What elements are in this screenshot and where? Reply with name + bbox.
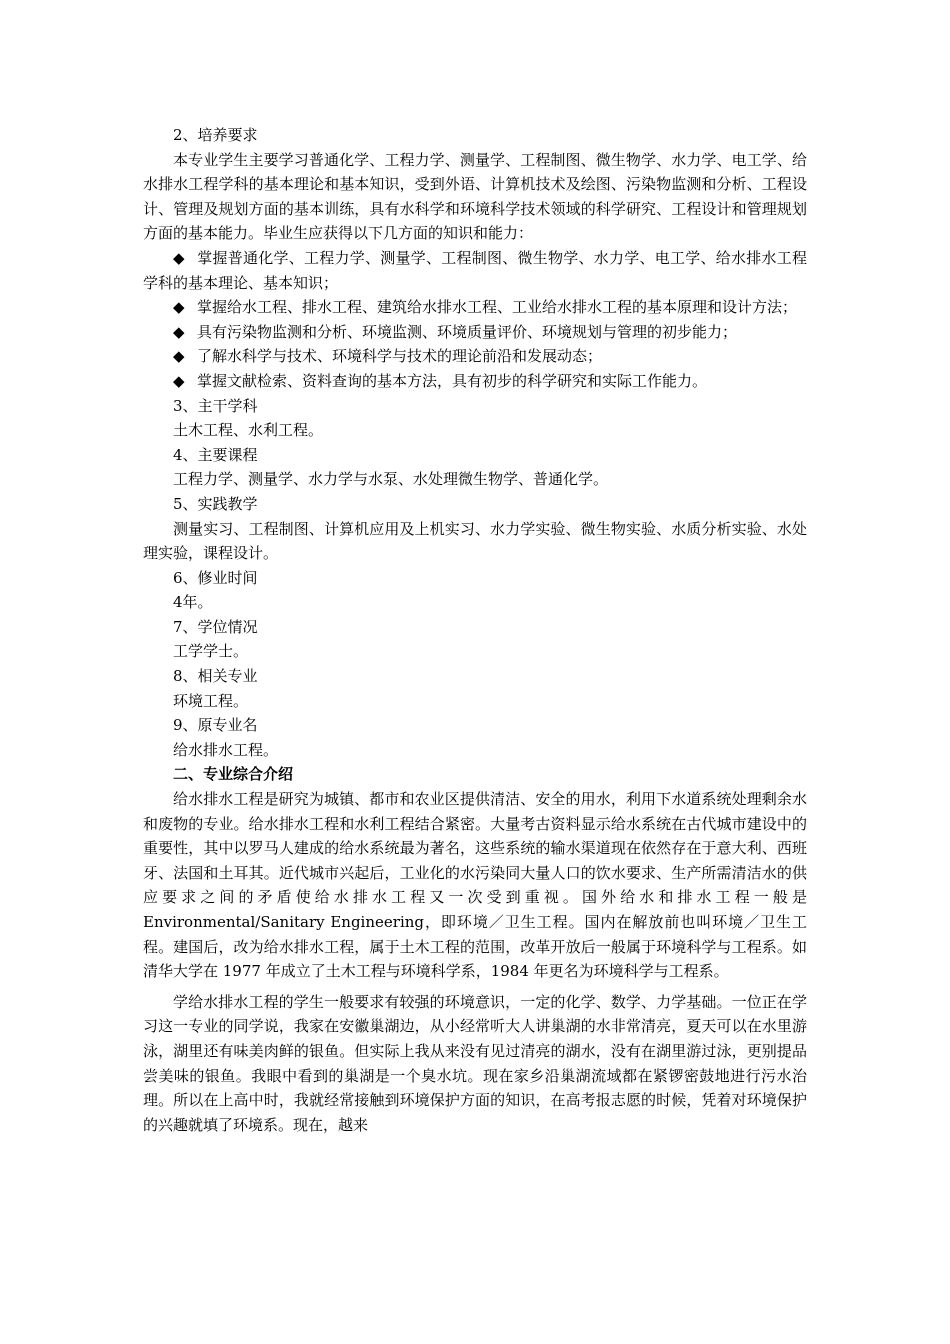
diamond-bullet-icon: ◆	[173, 248, 185, 267]
section-3-heading: 3、主干学科	[173, 396, 258, 415]
bullet-item-2: ◆ 掌握给水工程、排水工程、建筑给水排水工程、工业给水排水工程的基本原理和设计方法；	[143, 295, 807, 320]
document-page	[143, 123, 807, 1137]
section-5-heading: 5、实践教学	[173, 494, 258, 513]
diamond-bullet-icon: ◆	[173, 347, 185, 366]
section-4-body: 工程力学、测量学、水力学与水泵、水处理微生物学、普通化学。	[173, 470, 609, 489]
bullet-item-4: ◆ 了解水科学与技术、环境科学与技术的理论前沿和发展动态；	[143, 344, 807, 369]
section-8-heading: 8、相关专业	[173, 667, 258, 686]
section-9-heading: 9、原专业名	[173, 716, 258, 735]
section-6-heading: 6、修业时间	[173, 568, 258, 587]
section-2-heading: 2、培养要求	[173, 126, 258, 144]
part-2-paragraph-2: 学给水排水工程的学生一般要求有较强的环境意识，一定的化学、数学、力学基础。一位正在学习这一专业的同学说，我家在安徽巢湖边，从小经常听大人讲巢湖的水非常清亮，夏天可以在水里游泳，湖里还有味美肉鲜的银鱼。但实际上我从来没有见过清亮的湖水，没有在湖里游过泳，更别提品尝美味的银鱼。我眼中看到的巢湖是一个臭水坑。现在家乡沿巢湖流域都在紧锣密鼓地进行污水治理。所以在上高中时，我就经常接触到环境保护方面的知识，在高考报志愿的时候，凭着对环境保护的兴趣就填了环境系。现在，越来	[143, 992, 807, 1134]
section-7-body: 工学学士。	[173, 642, 249, 661]
diamond-bullet-icon: ◆	[173, 298, 185, 317]
diamond-bullet-icon: ◆	[173, 322, 185, 341]
diamond-bullet-icon: ◆	[173, 371, 185, 390]
section-9-body: 给水排水工程。	[173, 740, 279, 759]
section-8-body: 环境工程。	[173, 691, 249, 710]
part-2-heading: 二、专业综合介绍	[173, 765, 294, 784]
section-2-intro: 本专业学生主要学习普通化学、工程力学、测量学、工程制图、微生物学、水力学、电工学、给水排水工程学科的基本理论和基本知识，受到外语、计算机技术及绘图、污染物监测和分析、工程设计、管理及规划方面的基本训练，具有水科学和环境科学技术领域的科学研究、工程设计和管理规划方面的基本能力。毕业生应获得以下几方面的知识和能力：	[143, 150, 807, 243]
section-7-heading: 7、学位情况	[173, 617, 258, 636]
part-2-paragraph-1: 给水排水工程是研究为城镇、都市和农业区提供清洁、安全的用水，利用下水道系统处理剩余水和废物的专业。给水排水工程和水利工程结合紧密。大量考古资料显示给水系统在古代城市建设中的重要性，其中以罗马人建成的给水系统最为著名，这些系统的输水渠道现在依然存在于意大利、西班牙、法国和土耳其。近代城市兴起后，工业化的水污染同大量人口的饮水要求、生产所需清洁水的供应要求之间的矛盾使给水排水工程又一次受到重视。国外给水和排水工程一般是 Environmental/Sanitary Engineering，即环境／卫生工程。国内在解放前也叫环境／卫生工程。建国后，改为给水排水工程，属于土木工程的范围，改革开放后一般属于环境科学与工程系。如清华大学在 1977 年成立了土木工程与环境科学系，1984 年更名为环境科学与工程系。	[143, 790, 807, 981]
bullet-item-1: ◆ 掌握普通化学、工程力学、测量学、工程制图、微生物学、水力学、电工学、给水排水工程学科的基本理论、基本知识；	[143, 246, 807, 295]
section-6-body: 4年。	[173, 593, 213, 612]
section-5-body: 测量实习、工程制图、计算机应用及上机实习、水力学实验、微生物实验、水质分析实验、水处理实验，课程设计。	[143, 519, 807, 563]
section-3-body: 土木工程、水利工程。	[173, 421, 324, 440]
bullet-item-3: ◆ 具有污染物监测和分析、环境监测、环境质量评价、环境规划与管理的初步能力；	[143, 320, 807, 345]
bullet-item-5: ◆ 掌握文献检索、资料查询的基本方法，具有初步的科学研究和实际工作能力。	[143, 369, 807, 394]
section-4-heading: 4、主要课程	[173, 445, 258, 464]
